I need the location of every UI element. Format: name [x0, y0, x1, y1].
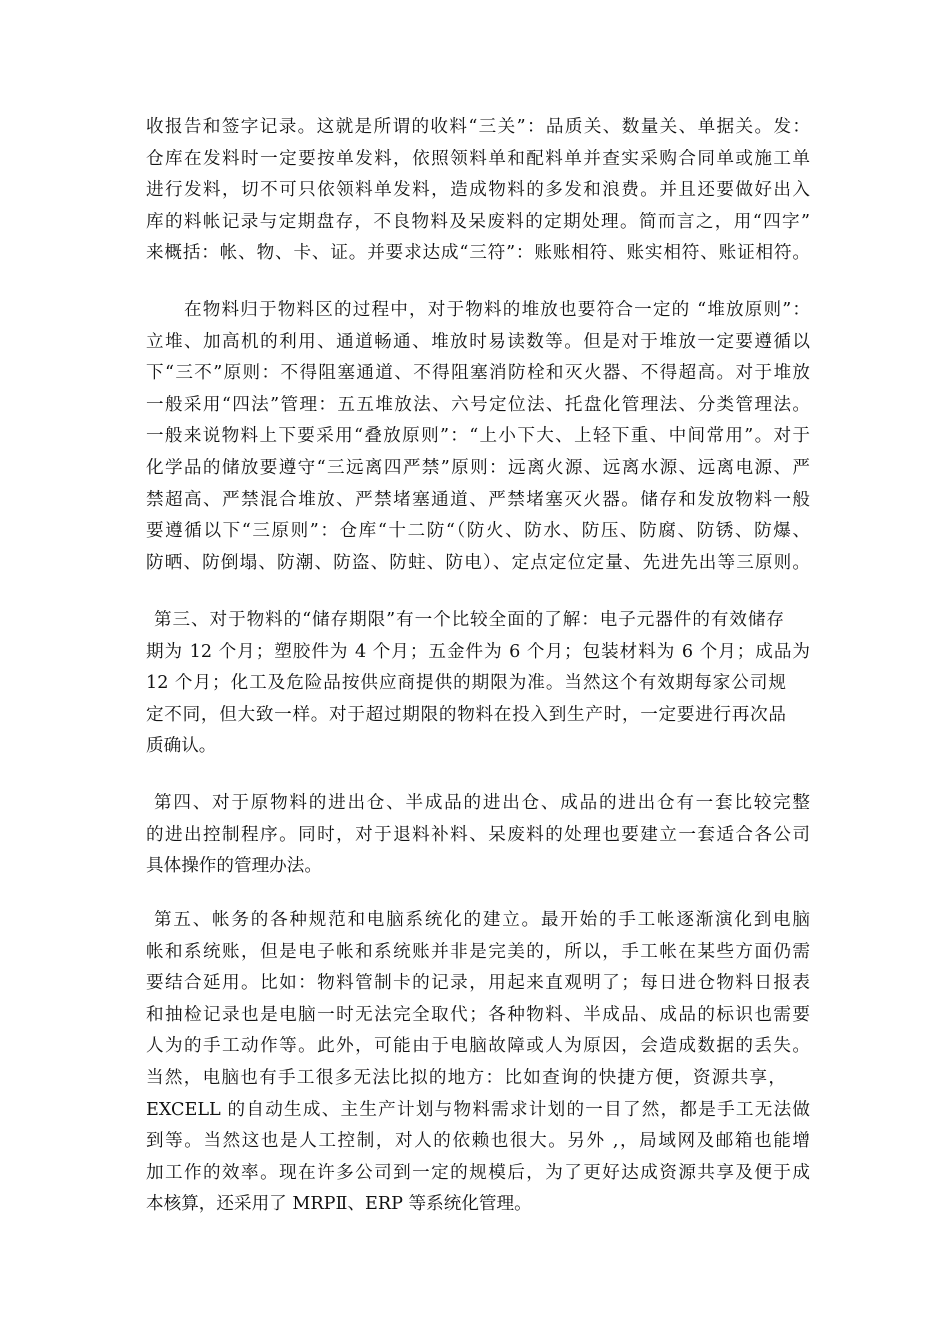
text-line: 要结合延用。比如：物料管制卡的记录，用起来直观明了；每日进仓物料日报表 — [146, 973, 810, 994]
text-line: 库的料帐记录与定期盘存，不良物料及呆废料的定期处理。简而言之，用“四字” — [146, 211, 810, 232]
paragraph-accounts-computerization — [146, 905, 810, 1221]
text-line: 第五、帐务的各种规范和电脑系统化的建立。最开始的手工帐逐渐演化到电脑 — [154, 910, 810, 930]
text-line: 仓库在发料时一定要按单发料，依照领料单和配料单并查实采购合同单或施工单 — [146, 148, 810, 169]
text-line: 质确认。 — [146, 736, 217, 757]
text-line: 的进出控制程序。同时，对于退料补料、呆废料的处理也要建立一套适合各公司 — [146, 824, 810, 845]
text-line: 期为 12 个月；塑胶件为 4 个月；五金件为 6 个月；包装材料为 6 个月；成品为 — [146, 641, 810, 662]
text-line: 具体操作的管理办法。 — [146, 856, 322, 877]
text-line: 在物料归于物料区的过程中，对于物料的堆放也要符合一定的 “堆放原则”： — [184, 300, 810, 320]
paragraph-inout-control — [146, 788, 810, 883]
text-line: 一般来说物料上下要采用“叠放原则”：“上小下大、上轻下重、中间常用”。对于 — [146, 426, 810, 447]
text-line: 12 个月；化工及危险品按供应商提供的期限为准。当然这个有效期每家公司规 — [146, 673, 786, 694]
paragraph-receiving-issuing — [146, 112, 810, 270]
text-line: 下“三不”原则：不得阻塞通道、不得阻塞消防栓和灭火器、不得超高。对于堆放 — [146, 363, 810, 384]
text-line: 到等。当然这也是人工控制，对人的依赖也很大。另外 ,，局域网及邮箱也能增 — [146, 1131, 810, 1152]
text-line: 进行发料，切不可只依领料单发料，造成物料的多发和浪费。并且还要做好出入 — [146, 180, 810, 201]
text-line: 一般采用“四法”管理：五五堆放法、六号定位法、托盘化管理法、分类管理法。 — [146, 394, 810, 415]
text-line: 加工作的效率。现在许多公司到一定的规模后，为了更好达成资源共享及便于成 — [146, 1162, 810, 1183]
text-line: 定不同，但大致一样。对于超过期限的物料在投入到生产时，一定要进行再次品 — [146, 704, 786, 725]
text-line: 和抽检记录也是电脑一时无法完全取代；各种物料、半成品、成品的标识也需要 — [146, 1004, 810, 1025]
text-line: 来概括：帐、物、卡、证。并要求达成“三符”：账账相符、账实相符、账证相符。 — [146, 243, 810, 264]
text-line: 要遵循以下“三原则”：仓库“十二防“（防火、防水、防压、防腐、防锈、防爆、 — [146, 521, 810, 542]
text-line: 收报告和签字记录。这就是所谓的收料“三关”：品质关、数量关、单据关。发： — [146, 117, 810, 137]
paragraph-stacking-principles — [146, 295, 810, 579]
paragraph-storage-period — [146, 605, 810, 763]
text-line: 帐和系统账，但是电子帐和系统账并非是完美的，所以，手工帐在某些方面仍需 — [146, 941, 810, 962]
text-line: 第四、对于原物料的进出仓、半成品的进出仓、成品的进出仓有一套比较完整 — [154, 793, 810, 813]
text-line: EXCELL 的自动生成、主生产计划与物料需求计划的一目了然，都是手工无法做 — [146, 1099, 810, 1120]
text-line: 禁超高、严禁混合堆放、严禁堵塞通道、严禁堵塞灭火器。储存和发放物料一般 — [146, 489, 810, 510]
text-line: 立堆、加高机的利用、通道畅通、堆放时易读数等。但是对于堆放一定要遵循以 — [146, 331, 810, 352]
text-line: 化学品的储放要遵守“三远离四严禁”原则：远离火源、远离水源、远离电源、严 — [146, 457, 810, 478]
text-line: 人为的手工动作等。此外，可能由于电脑故障或人为原因，会造成数据的丢失。 — [146, 1036, 810, 1057]
text-line: 当然，电脑也有手工很多无法比拟的地方：比如查询的快捷方便，资源共享， — [146, 1067, 786, 1088]
text-line: 本核算，还采用了 MRPⅡ、ERP 等系统化管理。 — [146, 1194, 532, 1215]
text-line: 第三、对于物料的“储存期限”有一个比较全面的了解：电子元器件的有效储存 — [154, 610, 784, 630]
text-line: 防晒、防倒塌、防潮、防盗、防蛀、防电）、定点定位定量、先进先出等三原则。 — [146, 552, 810, 573]
